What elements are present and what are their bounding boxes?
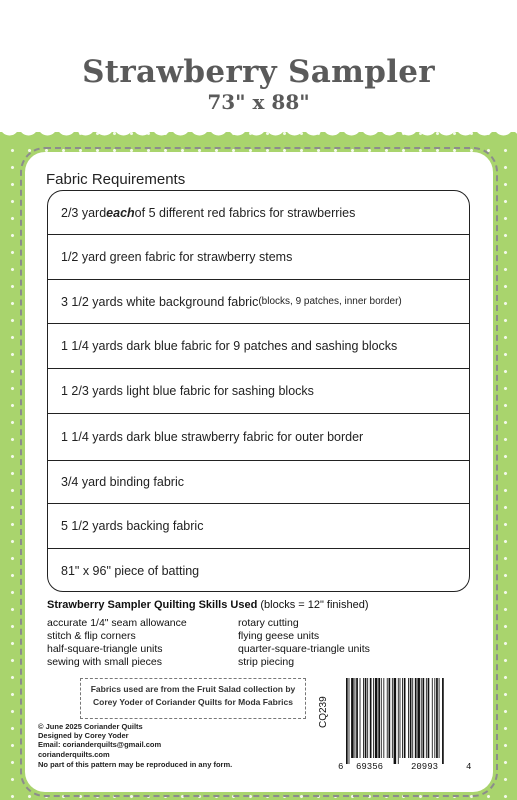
barcode-bar [400,678,401,758]
barcode [340,678,470,774]
quilt-size: 73" x 88" [207,90,310,114]
pattern-title: Strawberry Sampler [82,54,435,90]
credit-line: corianderquilts.com [38,750,110,759]
barcode-bar [346,678,348,764]
barcode-bar [349,678,350,764]
skills-heading: Strawberry Sampler Quilting Skills Used (blocks = 12" finished) [47,599,369,611]
requirement-row: 3/4 yard binding fabric [48,460,469,503]
barcode-bar [412,678,413,758]
requirement-row: 5 1/2 yards backing fabric [48,503,469,548]
barcode-bar [426,678,427,758]
skill-item: strip piecing [238,656,295,668]
skill-item: stitch & flip corners [47,630,136,642]
barcode-bar [421,678,422,758]
skill-item: accurate 1/4" seam allowance [47,617,187,629]
barcode-bar [394,678,397,764]
barcode-bar [381,678,382,758]
requirement-row: 1/2 yard green fabric for strawberry stems [48,234,469,279]
barcode-number-mid1: 69356 [356,762,384,772]
barcode-bar [363,678,364,758]
barcode-bar [442,678,444,764]
pattern-code: CQ239 [318,696,329,728]
credit-line: © June 2025 Coriander Quilts [38,722,143,731]
skill-item: quarter-square-triangle units [238,643,370,655]
fabric-requirements-heading: Fabric Requirements [46,171,186,188]
barcode-number-mid2: 20993 [411,762,439,772]
barcode-bar [404,678,406,758]
barcode-bar [432,678,433,758]
barcode-bar [398,678,399,764]
requirement-row: 3 1/2 yards white background fabric (blocks, 9 patches, inner border) [48,279,469,323]
barcode-bar [428,678,430,758]
skill-item: flying geese units [238,630,320,642]
barcode-bar [370,678,372,758]
barcode-bar [356,678,358,758]
barcode-bar [355,678,356,758]
barcode-bar [378,678,380,758]
barcode-bar [389,678,391,758]
barcode-bar [408,678,409,758]
requirement-row: 2/3 yard each of 5 different red fabrics for strawberries [61,205,356,220]
requirement-row: 1 1/4 yards dark blue strawberry fabric for outer border [48,413,469,460]
barcode-bar [373,678,374,758]
fabric-requirements-table [47,190,470,592]
barcode-bar [351,678,354,758]
skill-item: half-square-triangle units [47,643,163,655]
barcode-bar [423,678,425,758]
barcode-bar [415,678,417,758]
requirement-row: 81" x 96" piece of batting [48,548,469,592]
scallop-bottom-shape [0,118,517,136]
skill-item: sewing with small pieces [47,656,162,668]
credit-line: Email: corianderquilts@gmail.com [38,740,162,749]
skill-item: rotary cutting [238,617,299,629]
barcode-bar [392,678,393,758]
barcode-bar [383,678,384,758]
barcode-bar [434,678,435,758]
barcode-bar [387,678,388,758]
barcode-bar [402,678,403,758]
scallop-bottom-edge [0,118,517,144]
barcode-number-left: 6 [338,762,344,772]
credit-line: No part of this pattern may be reproduced in any form. [38,760,233,769]
barcode-bar [417,678,420,758]
barcode-bar [436,678,438,758]
credit-line: Designed by Corey Yoder [38,731,129,740]
requirement-row: 1 1/4 yards dark blue fabric for 9 patches and sashing blocks [48,323,469,368]
barcode-number-right: 4 [466,762,472,772]
requirement-row: 1 2/3 yards light blue fabric for sashing blocks [48,368,469,413]
fabric-collection-note: Fabrics used are from the Fruit Salad collection by Corey Yoder of Coriander Quilts for Moda Fabrics [80,678,306,719]
barcode-bar [375,678,378,758]
barcode-bars [340,678,470,764]
barcode-bar [410,678,412,758]
barcode-bar [367,678,368,758]
barcode-bar [365,678,367,758]
barcode-bar [360,678,361,758]
barcode-bar [439,678,440,758]
